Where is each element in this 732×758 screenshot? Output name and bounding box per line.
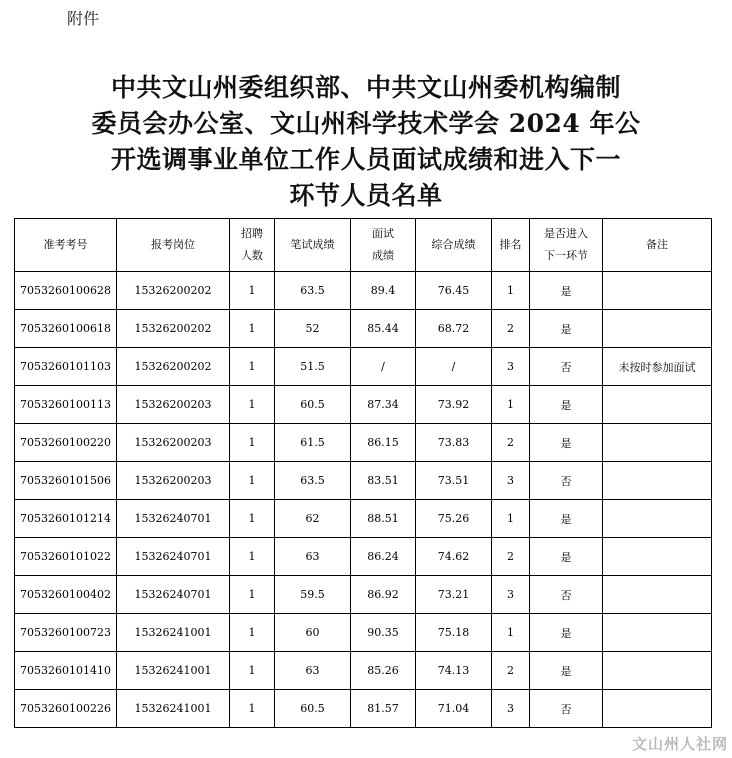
cell-exam-id: 7053260100226 [15, 690, 117, 728]
title-line-4: 环节人员名单 [289, 181, 443, 210]
cell-note [603, 386, 712, 424]
cell-advance: 否 [530, 462, 603, 500]
cell-note [603, 576, 712, 614]
table-row [15, 690, 712, 728]
cell-interview-score: 87.34 [351, 386, 416, 424]
watermark: 文山州人社网 [631, 735, 728, 753]
cell-written-score: 63 [275, 652, 351, 690]
cell-exam-id: 7053260101214 [15, 500, 117, 538]
cell-exam-id: 7053260101103 [15, 348, 117, 386]
cell-interview-score: / [351, 348, 416, 386]
cell-exam-id: 7053260100618 [15, 310, 117, 348]
cell-post: 15326240701 [117, 538, 230, 576]
cell-post: 15326241001 [117, 690, 230, 728]
cell-written-score: 61.5 [275, 424, 351, 462]
cell-total-score: 73.83 [416, 424, 492, 462]
cell-post: 15326200202 [117, 310, 230, 348]
cell-quota: 1 [230, 652, 275, 690]
table-row [15, 310, 712, 348]
cell-written-score: 63.5 [275, 462, 351, 500]
table-row [15, 652, 712, 690]
results-table [14, 218, 712, 728]
cell-advance: 是 [530, 500, 603, 538]
cell-interview-score: 89.4 [351, 272, 416, 310]
cell-note [603, 538, 712, 576]
cell-exam-id: 7053260100113 [15, 386, 117, 424]
table-row [15, 272, 712, 310]
cell-quota: 1 [230, 424, 275, 462]
document-title [40, 70, 692, 214]
col-header-advance: 是否进入 下一环节 [530, 219, 603, 272]
table-row [15, 348, 712, 386]
table-row [15, 500, 712, 538]
table-row [15, 462, 712, 500]
cell-exam-id: 7053260101506 [15, 462, 117, 500]
cell-rank: 2 [492, 652, 530, 690]
cell-interview-score: 86.92 [351, 576, 416, 614]
cell-note: 未按时参加面试 [603, 348, 712, 386]
cell-advance: 否 [530, 690, 603, 728]
cell-exam-id: 7053260100220 [15, 424, 117, 462]
cell-rank: 1 [492, 614, 530, 652]
cell-rank: 2 [492, 538, 530, 576]
cell-quota: 1 [230, 614, 275, 652]
cell-total-score: 75.26 [416, 500, 492, 538]
cell-quota: 1 [230, 310, 275, 348]
cell-post: 15326240701 [117, 576, 230, 614]
col-header-quota: 招聘 人数 [230, 219, 275, 272]
cell-post: 15326241001 [117, 614, 230, 652]
cell-total-score: / [416, 348, 492, 386]
cell-rank: 1 [492, 500, 530, 538]
cell-note [603, 310, 712, 348]
cell-written-score: 51.5 [275, 348, 351, 386]
cell-interview-score: 88.51 [351, 500, 416, 538]
cell-interview-score: 86.15 [351, 424, 416, 462]
cell-written-score: 62 [275, 500, 351, 538]
cell-exam-id: 7053260101410 [15, 652, 117, 690]
cell-advance: 是 [530, 310, 603, 348]
cell-total-score: 73.21 [416, 576, 492, 614]
cell-total-score: 68.72 [416, 310, 492, 348]
cell-rank: 3 [492, 576, 530, 614]
cell-interview-score: 83.51 [351, 462, 416, 500]
cell-note [603, 690, 712, 728]
cell-written-score: 63.5 [275, 272, 351, 310]
col-header-post: 报考岗位 [117, 219, 230, 272]
cell-exam-id: 7053260100628 [15, 272, 117, 310]
cell-quota: 1 [230, 576, 275, 614]
cell-post: 15326200203 [117, 386, 230, 424]
cell-written-score: 63 [275, 538, 351, 576]
cell-quota: 1 [230, 348, 275, 386]
cell-total-score: 75.18 [416, 614, 492, 652]
cell-exam-id: 7053260100402 [15, 576, 117, 614]
cell-post: 15326200203 [117, 462, 230, 500]
cell-interview-score: 81.57 [351, 690, 416, 728]
table-header-row [15, 219, 712, 272]
cell-written-score: 60 [275, 614, 351, 652]
cell-interview-score: 86.24 [351, 538, 416, 576]
cell-exam-id: 7053260100723 [15, 614, 117, 652]
cell-note [603, 462, 712, 500]
cell-total-score: 73.51 [416, 462, 492, 500]
cell-quota: 1 [230, 386, 275, 424]
col-header-exam-id: 准考考号 [15, 219, 117, 272]
cell-total-score: 74.62 [416, 538, 492, 576]
cell-rank: 2 [492, 310, 530, 348]
cell-quota: 1 [230, 272, 275, 310]
cell-post: 15326240701 [117, 500, 230, 538]
col-header-total: 综合成绩 [416, 219, 492, 272]
col-header-note: 备注 [603, 219, 712, 272]
cell-advance: 是 [530, 538, 603, 576]
cell-note [603, 614, 712, 652]
cell-total-score: 74.13 [416, 652, 492, 690]
cell-quota: 1 [230, 500, 275, 538]
cell-post: 15326200202 [117, 272, 230, 310]
table-row [15, 386, 712, 424]
title-line-3: 开选调事业单位工作人员面试成绩和进入下一 [110, 145, 621, 174]
attachment-label: 附件 [67, 9, 100, 28]
cell-rank: 1 [492, 386, 530, 424]
cell-written-score: 52 [275, 310, 351, 348]
cell-written-score: 60.5 [275, 690, 351, 728]
cell-note [603, 272, 712, 310]
cell-post: 15326200203 [117, 424, 230, 462]
cell-advance: 是 [530, 272, 603, 310]
table-row [15, 576, 712, 614]
cell-advance: 是 [530, 614, 603, 652]
cell-note [603, 652, 712, 690]
cell-note [603, 500, 712, 538]
cell-interview-score: 85.26 [351, 652, 416, 690]
cell-quota: 1 [230, 690, 275, 728]
cell-post: 15326200202 [117, 348, 230, 386]
cell-quota: 1 [230, 538, 275, 576]
cell-rank: 2 [492, 424, 530, 462]
table-row [15, 614, 712, 652]
cell-rank: 1 [492, 272, 530, 310]
cell-total-score: 71.04 [416, 690, 492, 728]
cell-total-score: 76.45 [416, 272, 492, 310]
cell-post: 15326241001 [117, 652, 230, 690]
col-header-interview: 面试 成绩 [351, 219, 416, 272]
cell-written-score: 59.5 [275, 576, 351, 614]
cell-exam-id: 7053260101022 [15, 538, 117, 576]
cell-interview-score: 85.44 [351, 310, 416, 348]
cell-advance: 是 [530, 652, 603, 690]
cell-advance: 是 [530, 424, 603, 462]
table-row [15, 538, 712, 576]
cell-advance: 是 [530, 386, 603, 424]
cell-advance: 否 [530, 576, 603, 614]
cell-rank: 3 [492, 462, 530, 500]
cell-interview-score: 90.35 [351, 614, 416, 652]
title-line-2: 委员会办公室、文山州科学技术学会 2024 年公 [91, 109, 641, 138]
title-line-1: 中共文山州委组织部、中共文山州委机构编制 [110, 73, 621, 102]
cell-advance: 否 [530, 348, 603, 386]
cell-quota: 1 [230, 462, 275, 500]
table-row [15, 424, 712, 462]
cell-rank: 3 [492, 348, 530, 386]
cell-written-score: 60.5 [275, 386, 351, 424]
cell-rank: 3 [492, 690, 530, 728]
col-header-written: 笔试成绩 [275, 219, 351, 272]
cell-total-score: 73.92 [416, 386, 492, 424]
col-header-rank: 排名 [492, 219, 530, 272]
cell-note [603, 424, 712, 462]
